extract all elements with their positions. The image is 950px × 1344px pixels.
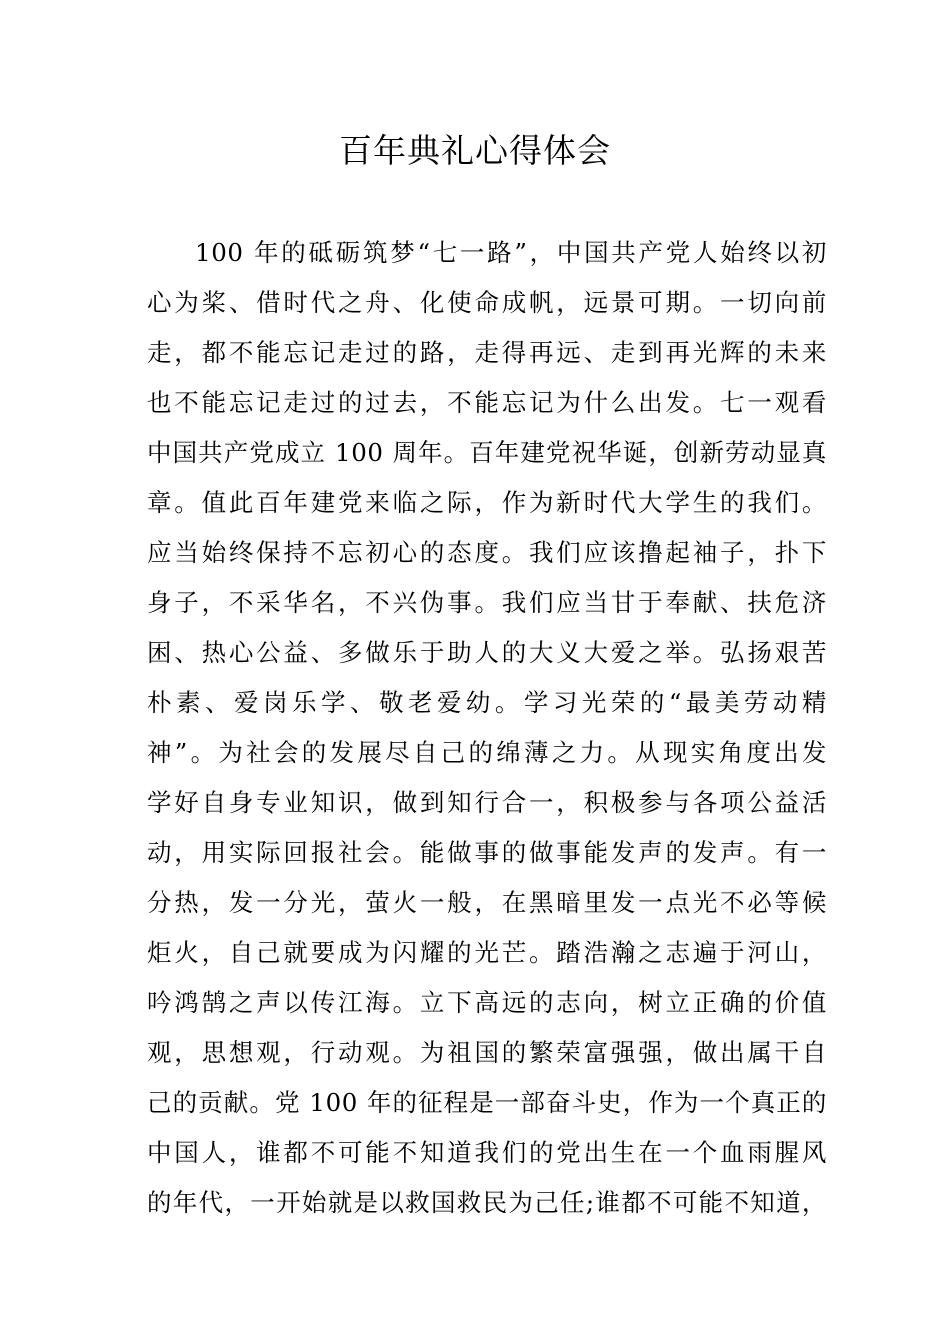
document-title: 百年典礼心得体会 xyxy=(339,131,611,170)
paragraph-line: 吟鸿鹄之声以传江海。立下高远的志向，树立正确的价值 xyxy=(147,988,827,1017)
paragraph-line: 中国共产党成立 100 周年。百年建党祝华诞，创新劳动显真 xyxy=(147,438,827,467)
paragraph-line: 章。值此百年建党来临之际，作为新时代大学生的我们。 xyxy=(147,488,827,517)
paragraph-line: 100 年的砥砺筑梦“七一路”，中国共产党人始终以初 xyxy=(195,238,827,267)
paragraph-line: 己的贡献。党 100 年的征程是一部奋斗史，作为一个真正的 xyxy=(147,1088,827,1117)
paragraph-line: 中国人，谁都不可能不知道我们的党出生在一个血雨腥风 xyxy=(147,1138,827,1167)
paragraph-line: 走，都不能忘记走过的路，走得再远、走到再光辉的未来 xyxy=(147,338,827,367)
paragraph-line: 应当始终保持不忘初心的态度。我们应该撸起袖子，扑下 xyxy=(147,538,827,567)
paragraph-line: 身子，不采华名，不兴伪事。我们应当甘于奉献、扶危济 xyxy=(147,588,827,617)
paragraph-line: 炬火，自己就要成为闪耀的光芒。踏浩瀚之志遍于河山， xyxy=(147,938,827,967)
paragraph-line: 的年代，一开始就是以救国救民为己任;谁都不可能不知道， xyxy=(147,1188,827,1217)
paragraph-line: 观，思想观，行动观。为祖国的繁荣富强强，做出属干自 xyxy=(147,1038,827,1067)
paragraph-line: 学好自身专业知识，做到知行合一，积极参与各项公益活 xyxy=(147,788,827,817)
paragraph-line: 也不能忘记走过的过去，不能忘记为什么出发。七一观看 xyxy=(147,388,827,417)
paragraph-line: 神”。为社会的发展尽自己的绵薄之力。从现实角度出发 xyxy=(147,738,827,767)
paragraph-line: 朴素、爱岗乐学、敬老爱幼。学习光荣的“最美劳动精 xyxy=(147,688,827,717)
paragraph-line: 分热，发一分光，萤火一般，在黑暗里发一点光不必等候 xyxy=(147,888,827,917)
paragraph-line: 心为桨、借时代之舟、化使命成帆，远景可期。一切向前 xyxy=(147,288,827,317)
document-body xyxy=(147,228,827,1228)
paragraph-line: 困、热心公益、多做乐于助人的大义大爱之举。弘扬艰苦 xyxy=(147,638,827,667)
paragraph-line: 动，用实际回报社会。能做事的做事能发声的发声。有一 xyxy=(147,838,827,867)
